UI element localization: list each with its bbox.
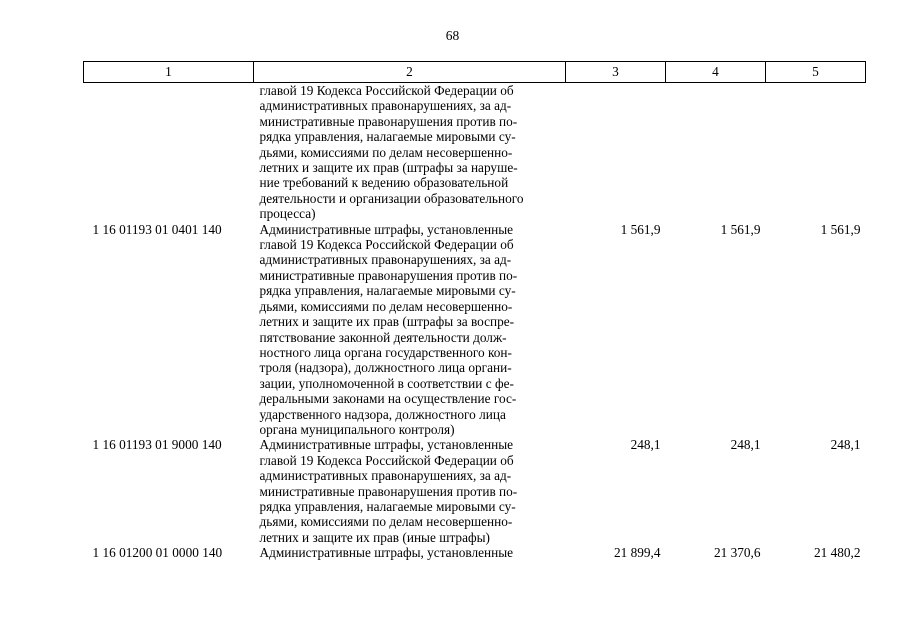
row-description: главой 19 Кодекса Российской Федерации об административных правонарушениях, за ад- министративные правонарушения против по- рядка управления, налагаемые мировыми су- дьями, комиссиями по делам несовершенно- летних и защите их прав (штрафы за наруше- ние требований к ведению образовательной деятельности и организации образовательного процесса) xyxy=(259,83,524,222)
row-value-col5 xyxy=(766,83,866,222)
header-row xyxy=(84,62,866,83)
column-header-3: 3 xyxy=(566,62,666,83)
table-header xyxy=(84,62,866,83)
row-value-col4 xyxy=(666,83,766,222)
row-value-col4: 248,1 xyxy=(730,437,761,453)
row-value-col4: 21 370,6 xyxy=(713,545,761,561)
row-value-col3: 248,1 xyxy=(630,437,661,453)
row-value-col4: 1 561,9 xyxy=(720,221,761,237)
column-header-4: 4 xyxy=(666,62,766,83)
column-header-2: 2 xyxy=(254,62,566,83)
row-code: 1 16 01193 01 0401 140 xyxy=(92,221,222,237)
row-value-col5: 21 480,2 xyxy=(813,545,861,561)
row-value-col3 xyxy=(566,83,666,222)
table-body xyxy=(84,83,866,561)
budget-table xyxy=(83,61,866,561)
row-code xyxy=(84,83,254,222)
table-row xyxy=(84,222,866,438)
table-row xyxy=(84,437,866,545)
row-value-col5: 248,1 xyxy=(830,437,861,453)
row-code: 1 16 01193 01 9000 140 xyxy=(92,437,222,453)
row-value-col3: 21 899,4 xyxy=(613,545,661,561)
row-value-col5: 1 561,9 xyxy=(820,221,861,237)
row-value-col3: 1 561,9 xyxy=(620,221,661,237)
page-number: 68 xyxy=(445,28,460,43)
row-description: Административные штрафы, установленные главой 19 Кодекса Российской Федерации об административных правонарушениях, за ад- министративные правонарушения против по- рядка управления, налагаемые мировыми су- дьями, комиссиями по делам несовершенно- летних и защите их прав (штрафы за воспре- пятствование законной деятельности долж- ностного лица органа государственного кон- троля (надзора), должностного лица органи- зации, уполномоченной в соответствии с фе- деральными законами на осуществление гос- ударственного надзора, должностного лица органа муниципального контроля) xyxy=(259,221,518,437)
row-code: 1 16 01200 01 0000 140 xyxy=(92,545,223,561)
column-header-1: 1 xyxy=(84,62,254,83)
table-row xyxy=(84,545,866,560)
table-row xyxy=(84,83,866,222)
column-header-5: 5 xyxy=(766,62,866,83)
row-description: Административные штрафы, установленные главой 19 Кодекса Российской Федерации об административных правонарушениях, за ад- министративные правонарушения против по- рядка управления, налагаемые мировыми су- дьями, комиссиями по делам несовершенно- летних и защите их прав (иные штрафы) xyxy=(259,437,518,545)
row-description: Административные штрафы, установленные xyxy=(259,545,514,561)
